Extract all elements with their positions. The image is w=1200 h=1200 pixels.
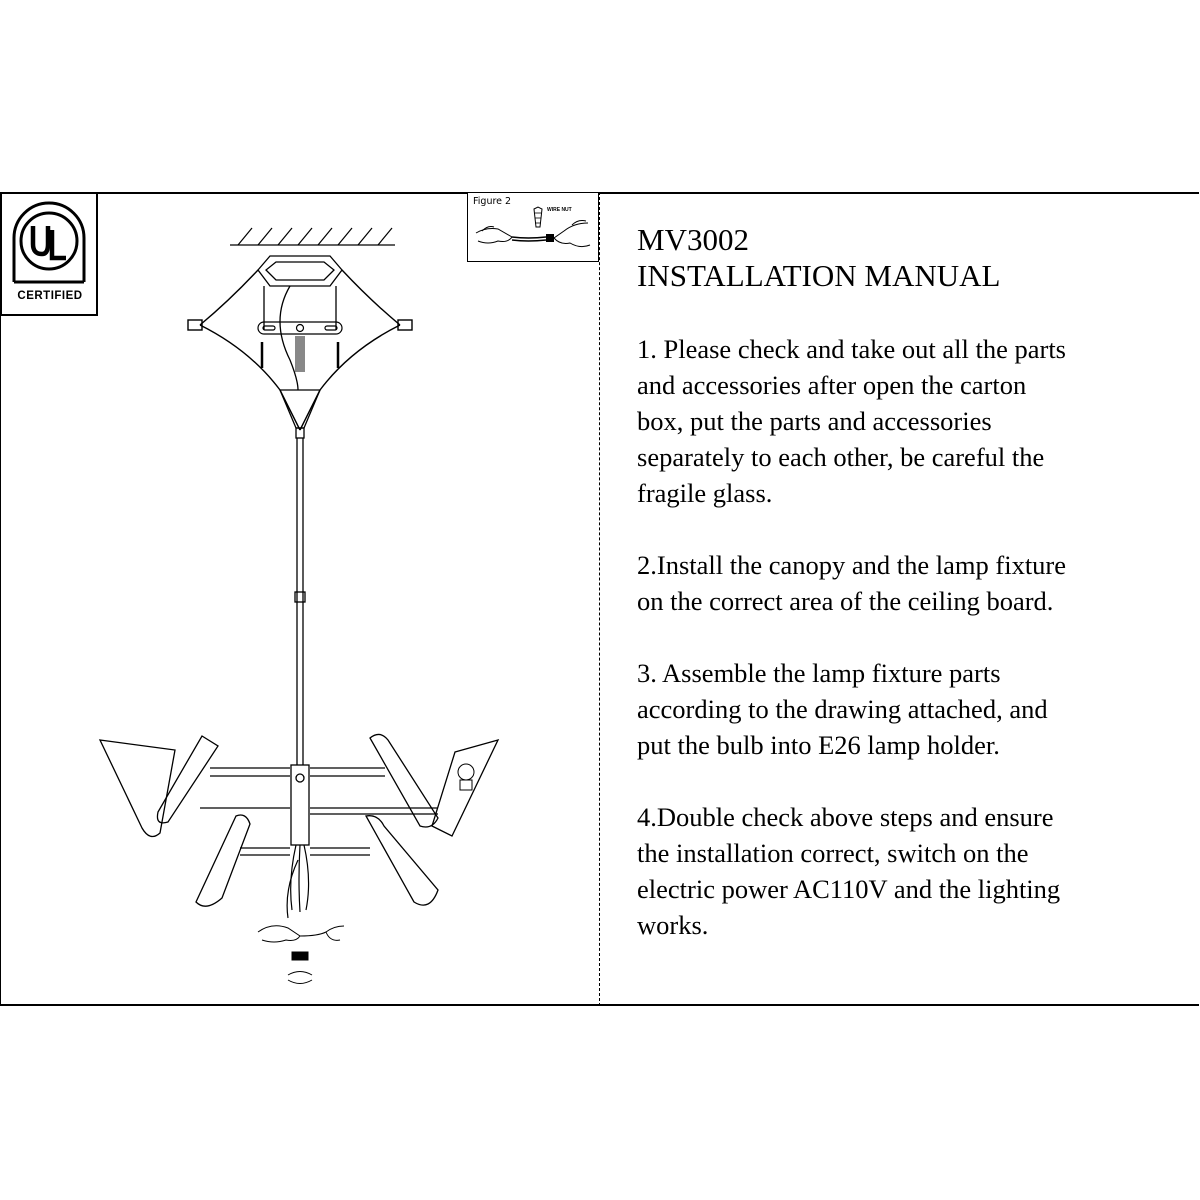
downrod-icon — [295, 438, 305, 765]
instructions-column — [637, 222, 1177, 979]
lead-wires-icon — [287, 845, 308, 918]
cone-cover-icon — [280, 390, 320, 438]
ceiling-hatch-icon — [230, 228, 395, 245]
mounting-bracket-icon — [258, 322, 342, 372]
chandelier-assembly-drawing — [0, 0, 600, 1000]
step-3: 3. Assemble the lamp fixture parts according to the drawing attached, and put the bulb into E26 lamp holder. — [637, 658, 1048, 760]
ul-certified-label: CERTIFIED — [17, 290, 83, 302]
step-2: 2.Install the canopy and the lamp fixture on the correct area of the ceiling board. — [637, 550, 1067, 616]
center-hub-icon — [291, 765, 309, 845]
figure-2-label: Figure 2 — [473, 196, 512, 207]
model-number: MV3002 — [637, 222, 749, 257]
step-1: 1. Please check and take out all the parts and accessories after open the carton box, put the parts and accessories separately to each other, be careful the fragile glass. — [637, 334, 1066, 508]
wiring-hands-icon — [258, 926, 344, 984]
manual-title: INSTALLATION MANUAL — [637, 258, 1001, 293]
wire-nut-label: WIRE NUT — [547, 207, 572, 213]
light-bulb-icon — [458, 764, 474, 790]
arms-icon — [200, 768, 438, 855]
step-4: 4.Double check above steps and ensure the installation correct, switch on the electric power AC110V and the lighting works. — [637, 802, 1061, 940]
